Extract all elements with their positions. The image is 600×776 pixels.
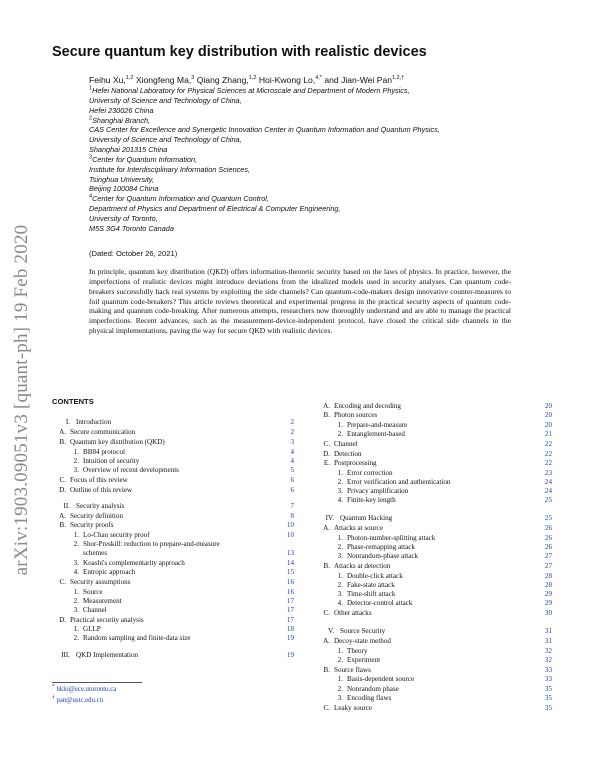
- toc-entry-title: Quantum key distribution (QKD): [70, 438, 165, 446]
- toc-entry-page[interactable]: 28: [544, 581, 552, 589]
- toc-entry-number: 1.: [337, 421, 343, 429]
- toc-entry-number: 1.: [73, 531, 79, 539]
- footnote: [52, 684, 116, 695]
- toc-entry-page[interactable]: 16: [286, 578, 294, 586]
- toc-entry-title: Photon-number-splitting attack: [347, 534, 436, 542]
- toc-entry-page[interactable]: 24: [544, 487, 552, 495]
- toc-entry-page[interactable]: 24: [544, 478, 552, 486]
- toc-entry-title: Lo-Chau security proof: [83, 531, 150, 539]
- toc-entry-page[interactable]: 5: [290, 466, 294, 474]
- toc-entry-number: 1.: [337, 572, 343, 580]
- footnote-mark: *: [52, 683, 55, 690]
- toc-entry-title: Entropic approach: [83, 568, 136, 576]
- toc-entry-number: 3.: [73, 559, 79, 567]
- toc-entry-title: Introduction: [76, 418, 112, 426]
- toc-entry-page[interactable]: 4: [290, 457, 294, 465]
- toc-entry-number: 2.: [337, 543, 343, 551]
- toc-entry-number: B.: [59, 438, 66, 446]
- toc-entry-page[interactable]: 20: [544, 421, 552, 429]
- toc-entry-title: Koashi's complementarity approach: [83, 559, 185, 567]
- toc-entry-number: B.: [323, 411, 330, 419]
- toc-entry-title: Security analysis: [76, 502, 125, 510]
- toc-entry-title: Phase-remapping attack: [347, 543, 415, 551]
- toc-entry[interactable]: [316, 609, 552, 619]
- toc-entry-number: 4.: [73, 568, 79, 576]
- toc-entry[interactable]: [316, 552, 552, 562]
- toc-entry-number: A.: [323, 524, 330, 532]
- toc-entry-title: Secure communication: [70, 428, 136, 436]
- author-affiliation-mark: 1,2: [248, 75, 257, 82]
- toc-entry-page[interactable]: 32: [544, 656, 552, 664]
- toc-entry-title: Prepare-and-measure: [347, 421, 408, 429]
- toc-entry-page[interactable]: 35: [544, 704, 552, 712]
- arxiv-stamp: arXiv:1903.09051v3 [quant-ph] 19 Feb 2020: [11, 224, 32, 576]
- toc-entry-title: Double-click attack: [347, 572, 403, 580]
- toc-entry-title: Attacks at source: [334, 524, 383, 532]
- toc-entry[interactable]: [52, 568, 294, 578]
- toc-entry-page[interactable]: 19: [286, 651, 294, 659]
- affiliation-line: Beijing 100084 China: [89, 184, 159, 194]
- toc-entry-number: E.: [323, 459, 330, 467]
- toc-entry-page[interactable]: 6: [290, 476, 294, 484]
- toc-entry-number: 2.: [337, 430, 343, 438]
- toc-entry-number: 1.: [337, 647, 343, 655]
- toc-entry-number: B.: [323, 666, 330, 674]
- toc-entry[interactable]: [316, 562, 552, 572]
- toc-entry-number: 2.: [337, 478, 343, 486]
- toc-entry-title: Security definition: [70, 512, 123, 520]
- toc-entry-title: Photon sources: [334, 411, 378, 419]
- toc-entry-page[interactable]: 29: [544, 599, 552, 607]
- author-list: Feihu Xu,$^{1,2}$ Xiongfeng Ma,$^3$ Qiang Zhang,$^{1,2}$ Hoi-Kwong Lo,$^{4,*}$ and Jian-Wei Pan$^{1,2,\dagger}$: [89, 75, 405, 85]
- toc-entry-number: 1.: [337, 534, 343, 542]
- toc-entry-number: 1.: [73, 625, 79, 633]
- date-line: (Dated: October 26, 2021): [89, 249, 178, 258]
- toc-entry-number: C.: [59, 578, 66, 586]
- toc-entry-page[interactable]: 33: [544, 666, 552, 674]
- toc-entry-title: Security proofs: [70, 521, 114, 529]
- affiliation-line: University of Science and Technology of China,: [89, 135, 242, 145]
- toc-entry-title: Detector-control attack: [347, 599, 413, 607]
- toc-entry-page[interactable]: 31: [544, 637, 552, 645]
- toc-entry-title: schemes: [83, 549, 108, 557]
- toc-entry-title: Random sampling and finite-data size: [83, 634, 191, 642]
- toc-entry-number: C.: [59, 476, 66, 484]
- toc-entry-page[interactable]: 25: [544, 496, 552, 504]
- affiliation-line: $^2$Shanghai Branch,: [89, 115, 151, 125]
- toc-entry-page[interactable]: 10: [286, 531, 294, 539]
- toc-entry[interactable]: [52, 549, 294, 559]
- toc-entry-page[interactable]: 20: [544, 411, 552, 419]
- toc-entry[interactable]: [316, 637, 552, 647]
- contents-heading: CONTENTS: [52, 397, 94, 406]
- toc-entry-page[interactable]: 17: [286, 606, 294, 614]
- toc-entry-title: Privacy amplification: [347, 487, 409, 495]
- toc-entry-page[interactable]: 29: [544, 590, 552, 598]
- toc-entry-title: Quantum Hacking: [340, 514, 393, 522]
- affiliation-line: CAS Center for Excellence and Synergetic Innovation Center in Quantum Information and Quantum Physics,: [89, 125, 440, 135]
- toc-entry-number: C.: [323, 609, 330, 617]
- toc-entry-number: 1.: [73, 448, 79, 456]
- affiliation-line: $^3$Center for Quantum Information,: [89, 154, 198, 164]
- toc-entry[interactable]: [52, 486, 294, 496]
- toc-entry-title: Decoy-state method: [334, 637, 391, 645]
- toc-entry[interactable]: [316, 704, 552, 714]
- toc-entry-title: Detection: [334, 450, 362, 458]
- footnote-mark: †: [52, 694, 55, 701]
- toc-entry-number: 2.: [73, 634, 79, 642]
- toc-entry[interactable]: [316, 656, 552, 666]
- toc-entry-number: 2.: [337, 581, 343, 589]
- toc-entry-page[interactable]: 17: [286, 597, 294, 605]
- toc-entry[interactable]: [52, 634, 294, 644]
- toc-entry-number: IV.: [325, 514, 334, 522]
- toc-entry[interactable]: [316, 627, 552, 637]
- toc-entry-title: BB84 protocol: [83, 448, 125, 456]
- toc-entry-number: 3.: [337, 590, 343, 598]
- toc-entry[interactable]: [52, 578, 294, 588]
- toc-entry[interactable]: [52, 428, 294, 438]
- toc-entry-number: D.: [59, 486, 66, 494]
- toc-entry-number: II.: [63, 502, 70, 510]
- author-affiliation-mark: 3: [191, 75, 195, 82]
- toc-entry[interactable]: [316, 459, 552, 469]
- toc-entry-title: Shor-Preskill: reduction to prepare-and-measure: [83, 540, 220, 548]
- toc-entry-number: 3.: [337, 694, 343, 702]
- author-affiliation-mark: 1,2,†: [392, 75, 405, 82]
- toc-entry-title: Source: [83, 588, 103, 596]
- toc-entry-title: Error correction: [347, 469, 393, 477]
- toc-entry-page[interactable]: 2: [290, 418, 294, 426]
- toc-entry-number: D.: [59, 616, 66, 624]
- toc-entry-title: Leaky source: [334, 704, 373, 712]
- toc-entry-page[interactable]: 26: [544, 534, 552, 542]
- toc-entry-title: Channel: [334, 440, 358, 448]
- toc-entry-number: 4.: [337, 496, 343, 504]
- toc-entry[interactable]: [316, 675, 552, 685]
- toc-entry-title: QKD Implementation: [76, 651, 139, 659]
- toc-entry-number: D.: [323, 450, 330, 458]
- toc-entry-title: Attacks at detection: [334, 562, 391, 570]
- toc-entry-number: A.: [59, 428, 66, 436]
- toc-entry-number: 4.: [337, 599, 343, 607]
- toc-entry[interactable]: [52, 502, 294, 512]
- toc-entry-number: 3.: [73, 606, 79, 614]
- toc-entry-number: 2.: [337, 656, 343, 664]
- toc-entry-page[interactable]: 13: [286, 549, 294, 557]
- toc-entry-title: Encoding flaws: [347, 694, 392, 702]
- toc-entry-title: Basis-dependent source: [347, 675, 415, 683]
- affiliation-line: Department of Physics and Department of Electrical & Computer Engineering,: [89, 204, 341, 214]
- toc-entry-page[interactable]: 28: [544, 572, 552, 580]
- toc-entry[interactable]: [316, 524, 552, 534]
- toc-entry-number: III.: [61, 651, 70, 659]
- toc-entry[interactable]: [316, 514, 552, 524]
- toc-entry-number: A.: [59, 512, 66, 520]
- affiliation-line: $^4$Center for Quantum Information and Quantum Control,: [89, 193, 269, 204]
- toc-entry-page[interactable]: 31: [544, 627, 552, 635]
- toc-entry-title: Postprocessing: [334, 459, 377, 467]
- toc-entry-title: Channel: [83, 606, 107, 614]
- toc-entry-number: 3.: [73, 466, 79, 474]
- toc-entry[interactable]: [52, 418, 294, 428]
- toc-entry[interactable]: [52, 606, 294, 616]
- toc-entry-page[interactable]: 32: [544, 647, 552, 655]
- toc-entry-page[interactable]: 20: [544, 402, 552, 410]
- footnote-email-link[interactable]: hklo@ece.utoronto.ca: [54, 686, 117, 693]
- toc-entry-title: Encoding and decoding: [334, 402, 401, 410]
- affiliation-line: University of Toronto,: [89, 213, 158, 223]
- toc-entry-title: Measurement: [83, 597, 122, 605]
- toc-entry-number: 1.: [337, 675, 343, 683]
- toc-entry-page[interactable]: 25: [544, 514, 552, 522]
- toc-entry-title: Overview of recent developments: [83, 466, 179, 474]
- toc-entry-number: 3.: [337, 487, 343, 495]
- toc-entry-number: B.: [59, 521, 66, 529]
- toc-entry-title: GLLP: [83, 625, 101, 633]
- affiliation-line: Tsinghua University,: [89, 174, 154, 184]
- toc-entry-title: Nonrandom-phase attack: [347, 552, 419, 560]
- toc-entry-title: Intuition of security: [83, 457, 140, 465]
- toc-entry-title: Fake-state attack: [347, 581, 395, 589]
- toc-entry-number: C.: [323, 704, 330, 712]
- toc-entry-page[interactable]: 19: [286, 634, 294, 642]
- toc-entry-number: 3.: [337, 552, 343, 560]
- toc-entry-page[interactable]: 30: [544, 609, 552, 617]
- toc-entry-page[interactable]: 2: [290, 428, 294, 436]
- toc-entry-page[interactable]: 15: [286, 568, 294, 576]
- toc-entry[interactable]: [52, 438, 294, 448]
- toc-entry-number: C.: [323, 440, 330, 448]
- toc-entry-page[interactable]: 8: [290, 512, 294, 520]
- toc-entry[interactable]: [316, 694, 552, 704]
- toc-entry-number: 2.: [73, 457, 79, 465]
- toc-entry-number: I.: [65, 418, 70, 426]
- toc-entry-page[interactable]: 33: [544, 675, 552, 683]
- toc-entry-page[interactable]: 22: [544, 459, 552, 467]
- toc-entry-page[interactable]: 23: [544, 469, 552, 477]
- toc-entry-page[interactable]: 21: [544, 430, 552, 438]
- toc-entry-page[interactable]: 3: [290, 438, 294, 446]
- toc-entry-page[interactable]: 14: [286, 559, 294, 567]
- toc-entry[interactable]: [52, 651, 294, 661]
- toc-entry-number: B.: [323, 562, 330, 570]
- toc-entry[interactable]: [316, 411, 552, 421]
- toc-entry-page[interactable]: 27: [544, 552, 552, 560]
- affiliation-line: $^1$Hefei National Laboratory for Physical Sciences at Microscale and Department of Modern Physics,: [89, 85, 410, 95]
- toc-entry-title: Security assumptions: [70, 578, 131, 586]
- toc-entry[interactable]: [52, 521, 294, 531]
- toc-entry[interactable]: [316, 496, 552, 506]
- affiliation-line: Shanghai 201315 China: [89, 145, 168, 155]
- toc-entry-title: Outline of this review: [70, 486, 133, 494]
- toc-entry-page[interactable]: 22: [544, 440, 552, 448]
- toc-entry-title: Source Security: [340, 627, 386, 635]
- toc-entry-title: Time-shift attack: [347, 590, 396, 598]
- affiliation-line: Institute for Interdisciplinary Information Sciences,: [89, 164, 251, 174]
- toc-entry-number: 2.: [337, 685, 343, 693]
- affiliation-line: University of Science and Technology of China,: [89, 95, 242, 105]
- toc-entry-title: Other attacks: [334, 609, 372, 617]
- toc-entry-number: A.: [323, 637, 330, 645]
- toc-entry-title: Finite-key length: [347, 496, 396, 504]
- toc-entry-title: Theory: [347, 647, 368, 655]
- footnote-rule: [52, 682, 142, 683]
- affiliation-line: M5S 3G4 Toronto Canada: [89, 223, 174, 233]
- footnote-email-link[interactable]: pan@ustc.edu.cn: [54, 697, 104, 704]
- footnote: [52, 695, 116, 706]
- footnotes: [52, 684, 116, 706]
- toc-entry-number: A.: [323, 402, 330, 410]
- toc-entry-number: V.: [328, 627, 334, 635]
- affiliation-line: Hefei 230026 China: [89, 105, 154, 115]
- toc-entry[interactable]: [316, 430, 552, 440]
- toc-entry-page[interactable]: 4: [290, 448, 294, 456]
- toc-entry[interactable]: [52, 466, 294, 476]
- toc-entry[interactable]: [52, 476, 294, 486]
- toc-entry-page[interactable]: 10: [286, 521, 294, 529]
- toc-entry-title: Source flaws: [334, 666, 371, 674]
- toc-entry-page[interactable]: 7: [290, 502, 294, 510]
- toc-entry-page[interactable]: 26: [544, 524, 552, 532]
- toc-entry-page[interactable]: 16: [286, 588, 294, 596]
- toc-entry-page[interactable]: 35: [544, 694, 552, 702]
- toc-entry-page[interactable]: 17: [286, 616, 294, 624]
- toc-entry[interactable]: [316, 599, 552, 609]
- toc-entry-title: Nonrandom phase: [347, 685, 399, 693]
- toc-entry-title: Error verification and authentication: [347, 478, 451, 486]
- toc-entry-page[interactable]: 27: [544, 562, 552, 570]
- affiliations: [89, 86, 440, 234]
- author-affiliation-mark: 4,*: [315, 75, 322, 82]
- toc-entry-number: 1.: [337, 469, 343, 477]
- author-affiliation-mark: 1,2: [125, 75, 134, 82]
- toc-entry-page[interactable]: 35: [544, 685, 552, 693]
- toc-entry[interactable]: [316, 440, 552, 450]
- toc-entry-title: Focus of this review: [70, 476, 128, 484]
- paper-title: Secure quantum key distribution with realistic devices: [52, 44, 427, 60]
- toc-entry-page[interactable]: 6: [290, 486, 294, 494]
- toc-entry-title: Practical security analysis: [70, 616, 144, 624]
- toc-entry-number: 2.: [73, 540, 79, 548]
- toc-entry-page[interactable]: 18: [286, 625, 294, 633]
- toc-entry-page[interactable]: 22: [544, 450, 552, 458]
- toc-entry-title: Experiment: [347, 656, 381, 664]
- toc-entry-title: Entanglement-based: [347, 430, 405, 438]
- toc-entry-number: 2.: [73, 597, 79, 605]
- toc-entry-page[interactable]: 26: [544, 543, 552, 551]
- abstract: In principle, quantum key distribution (QKD) offers information-theoretic security based on the laws of physics. In practice, however, the imperfections of realistic devices might introduce deviations from the idealized models used in security analyses. Can quantum code-breakers successfully hack real systems by exploiting the side channels? Can quantum-code-makers design innovative counter-measures to foil quantum code-breakers? This article reviews theoretical and experimental progress in the practical security aspects of quantum code-making and quantum code-breaking. After numerous attempts, researchers now thoroughly understand and are able to manage the practical imperfections. Recent advances, such as the measurement-device-independent protocol, have closed the critical side channels in the physical implementations, paving the way for secure QKD with realistic devices.: [89, 267, 511, 336]
- toc-entry-number: 1.: [73, 588, 79, 596]
